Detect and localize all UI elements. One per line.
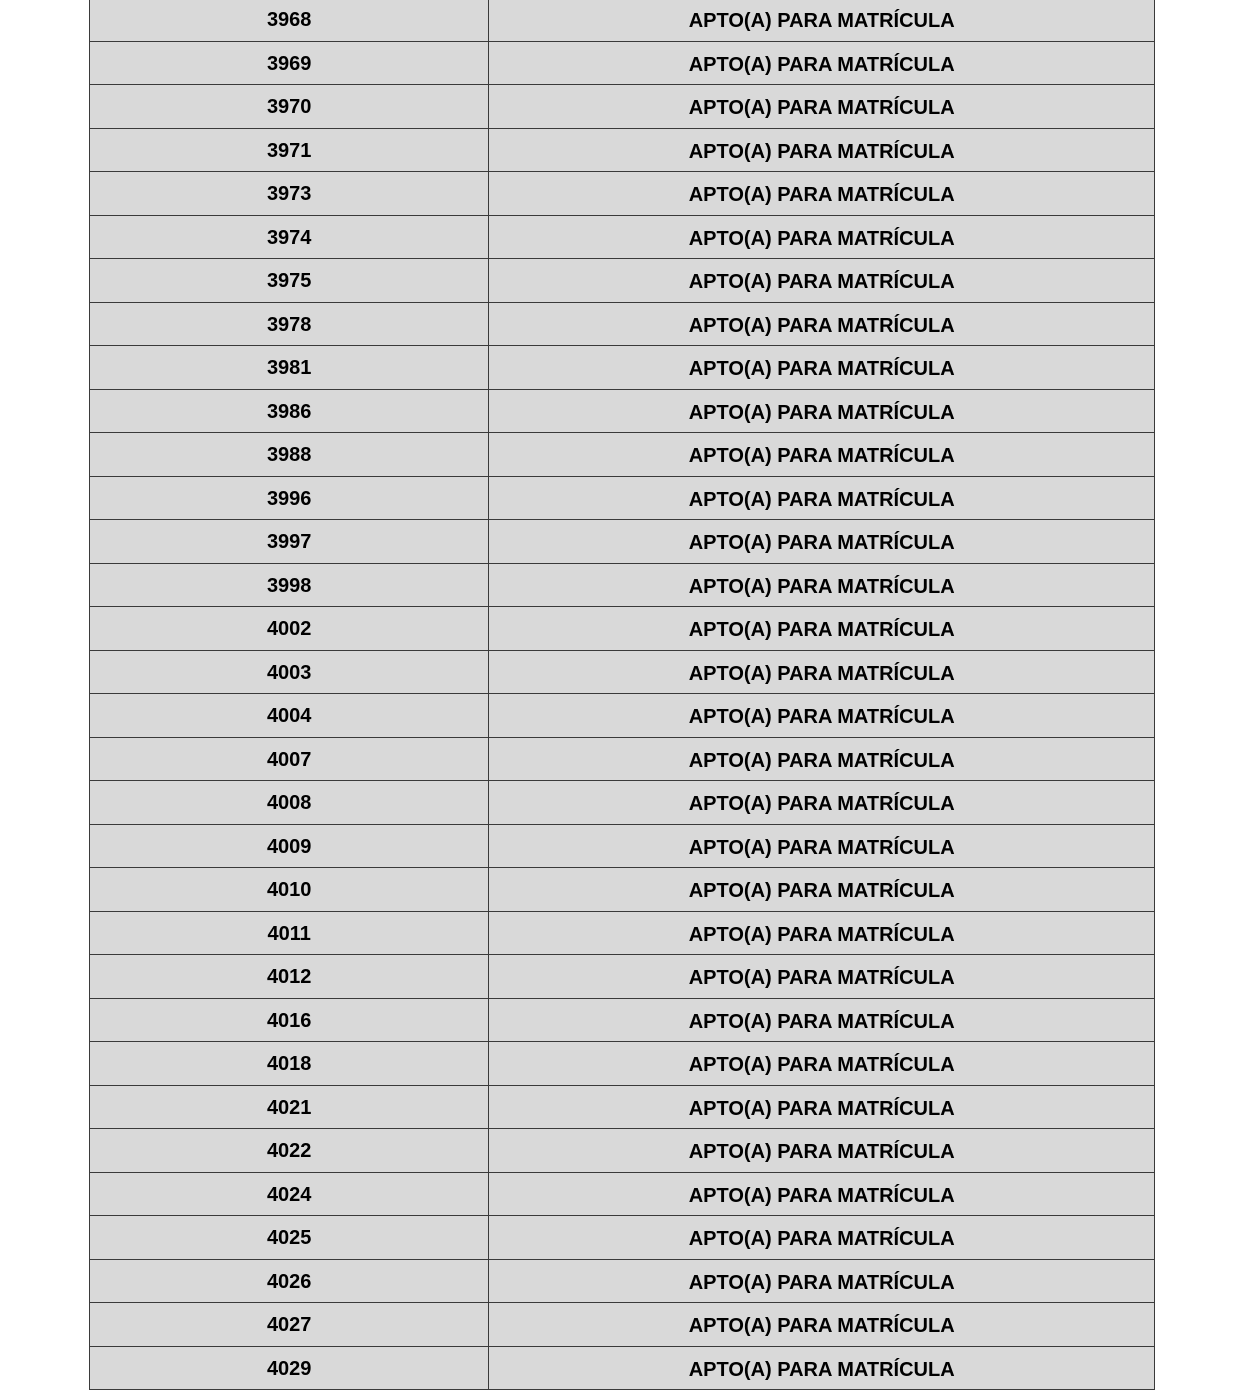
enrollment-status-cell: APTO(A) PARA MATRÍCULA [489,824,1155,868]
enrollment-status-cell: APTO(A) PARA MATRÍCULA [489,259,1155,303]
enrollment-status-cell: APTO(A) PARA MATRÍCULA [489,911,1155,955]
table-row [90,302,1155,346]
candidate-number-cell: 4016 [90,998,489,1042]
table-row [90,737,1155,781]
enrollment-status-cell: APTO(A) PARA MATRÍCULA [489,172,1155,216]
table-row [90,781,1155,825]
enrollment-status-cell: APTO(A) PARA MATRÍCULA [489,1303,1155,1347]
candidate-number-cell: 4022 [90,1129,489,1173]
enrollment-status-cell: APTO(A) PARA MATRÍCULA [489,607,1155,651]
table-row [90,215,1155,259]
candidate-number-cell: 4011 [90,911,489,955]
table-row [90,1129,1155,1173]
candidate-number-cell: 3988 [90,433,489,477]
table-row [90,824,1155,868]
candidate-number-cell: 3986 [90,389,489,433]
candidate-number-cell: 4018 [90,1042,489,1086]
table-row [90,476,1155,520]
candidate-number-cell: 3969 [90,41,489,85]
enrollment-status-cell: APTO(A) PARA MATRÍCULA [489,389,1155,433]
candidate-number-cell: 3981 [90,346,489,390]
table-row [90,868,1155,912]
enrollment-status-cell: APTO(A) PARA MATRÍCULA [489,1085,1155,1129]
candidate-number-cell: 3998 [90,563,489,607]
enrollment-status-cell: APTO(A) PARA MATRÍCULA [489,955,1155,999]
candidate-number-cell: 3973 [90,172,489,216]
table-row [90,172,1155,216]
candidate-number-cell: 4021 [90,1085,489,1129]
candidate-number-cell: 4009 [90,824,489,868]
enrollment-status-cell: APTO(A) PARA MATRÍCULA [489,215,1155,259]
enrollment-status-cell: APTO(A) PARA MATRÍCULA [489,737,1155,781]
table-row [90,955,1155,999]
enrollment-status-cell: APTO(A) PARA MATRÍCULA [489,0,1155,41]
candidate-number-cell: 3978 [90,302,489,346]
table-row [90,433,1155,477]
table-row [90,911,1155,955]
enrollment-status-cell: APTO(A) PARA MATRÍCULA [489,520,1155,564]
candidate-number-cell: 4004 [90,694,489,738]
table-row [90,85,1155,129]
candidate-number-cell: 4012 [90,955,489,999]
table-row [90,346,1155,390]
table-row [90,0,1155,41]
candidate-number-cell: 4029 [90,1346,489,1390]
enrollment-status-cell: APTO(A) PARA MATRÍCULA [489,433,1155,477]
enrollment-status-cell: APTO(A) PARA MATRÍCULA [489,1259,1155,1303]
candidate-number-cell: 3968 [90,0,489,41]
candidate-number-cell: 4027 [90,1303,489,1347]
table-row [90,41,1155,85]
table-row [90,259,1155,303]
candidate-number-cell: 3974 [90,215,489,259]
table-row [90,520,1155,564]
results-table [89,0,1155,1390]
candidate-number-cell: 4007 [90,737,489,781]
table-row [90,1259,1155,1303]
enrollment-status-cell: APTO(A) PARA MATRÍCULA [489,1172,1155,1216]
table-row [90,1172,1155,1216]
table-row [90,607,1155,651]
candidate-number-cell: 4003 [90,650,489,694]
enrollment-status-cell: APTO(A) PARA MATRÍCULA [489,694,1155,738]
candidate-number-cell: 3997 [90,520,489,564]
candidate-number-cell: 3975 [90,259,489,303]
table-row [90,1303,1155,1347]
candidate-number-cell: 4008 [90,781,489,825]
enrollment-status-cell: APTO(A) PARA MATRÍCULA [489,650,1155,694]
candidate-number-cell: 4024 [90,1172,489,1216]
table-row [90,1042,1155,1086]
candidate-number-cell: 4010 [90,868,489,912]
results-table-body [90,0,1155,1390]
enrollment-status-cell: APTO(A) PARA MATRÍCULA [489,1346,1155,1390]
enrollment-status-cell: APTO(A) PARA MATRÍCULA [489,302,1155,346]
candidate-number-cell: 4025 [90,1216,489,1260]
enrollment-status-cell: APTO(A) PARA MATRÍCULA [489,1129,1155,1173]
enrollment-status-cell: APTO(A) PARA MATRÍCULA [489,85,1155,129]
table-row [90,128,1155,172]
table-row [90,563,1155,607]
enrollment-status-cell: APTO(A) PARA MATRÍCULA [489,41,1155,85]
candidate-number-cell: 3970 [90,85,489,129]
enrollment-status-cell: APTO(A) PARA MATRÍCULA [489,781,1155,825]
table-row [90,650,1155,694]
enrollment-status-cell: APTO(A) PARA MATRÍCULA [489,128,1155,172]
table-row [90,694,1155,738]
table-row [90,1085,1155,1129]
candidate-number-cell: 4026 [90,1259,489,1303]
table-row [90,998,1155,1042]
table-row [90,1216,1155,1260]
table-row [90,389,1155,433]
enrollment-status-cell: APTO(A) PARA MATRÍCULA [489,476,1155,520]
enrollment-status-cell: APTO(A) PARA MATRÍCULA [489,346,1155,390]
enrollment-status-cell: APTO(A) PARA MATRÍCULA [489,1042,1155,1086]
enrollment-status-cell: APTO(A) PARA MATRÍCULA [489,998,1155,1042]
enrollment-status-cell: APTO(A) PARA MATRÍCULA [489,868,1155,912]
candidate-number-cell: 4002 [90,607,489,651]
enrollment-status-cell: APTO(A) PARA MATRÍCULA [489,563,1155,607]
candidate-number-cell: 3996 [90,476,489,520]
enrollment-status-cell: APTO(A) PARA MATRÍCULA [489,1216,1155,1260]
table-row [90,1346,1155,1390]
candidate-number-cell: 3971 [90,128,489,172]
